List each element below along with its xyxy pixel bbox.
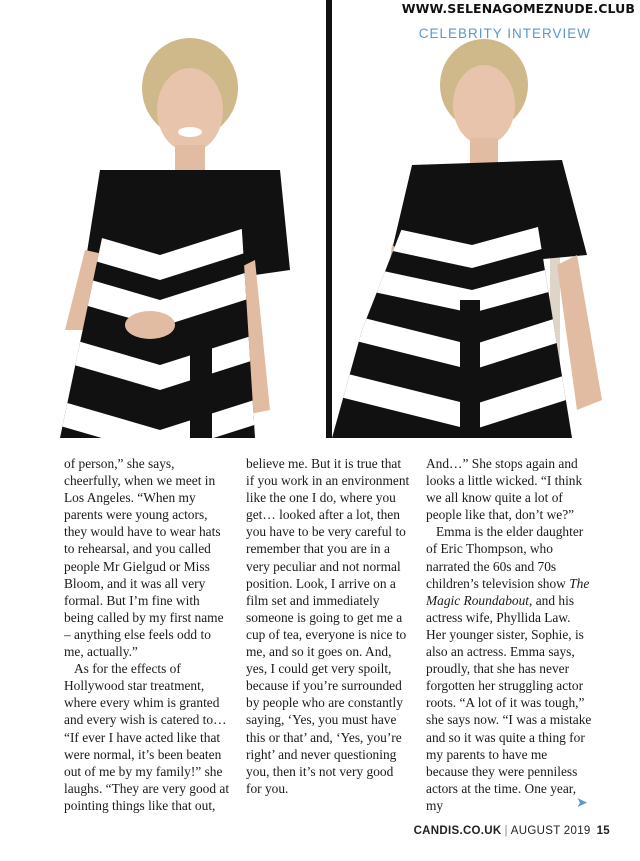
page-footer	[414, 825, 610, 837]
photo-right	[332, 0, 640, 438]
portrait-seated	[332, 0, 640, 438]
paragraph: And…” She stops again and looks a little wicked. “I think we all know quite a lot of people like that, don’t we?”	[426, 456, 583, 523]
paragraph: As for the effects of Hollywood star treatment, where every whim is granted and every wish is catered to… “If ever I have acted like that were normal, it’s been beaten out of me by my family!” she laughs. “They are very good at pointing things like that out,	[64, 661, 230, 813]
column-3	[426, 455, 592, 814]
article-body	[64, 455, 596, 815]
footer-site: CANDIS.CO.UK	[413, 825, 502, 837]
arrow-right-icon: ➤	[576, 795, 588, 811]
text-run: , and his actress wife, Phyllida Law. Her younger sister, Sophie, is also an actress. Emma says, proudly, that she has never forgotten her struggling actor roots. “A lot of it was tough,” she says now. “I was a mistake and so it was quite a thing for my parents to have me because they were penniless actors at the time. One year, my	[426, 592, 592, 813]
watermark: WWW.SELENAGOMEZNUDE.CLUB	[401, 1, 635, 16]
section-label: CELEBRITY INTERVIEW	[418, 26, 591, 41]
page-number: 15	[596, 825, 610, 837]
photo-left	[0, 0, 326, 438]
column-2	[246, 455, 412, 797]
paragraph: of person,” she says, cheerfully, when we meet in Los Angeles. “When my parents were young actors, they would have to wear hats to rehearsal, and you called people Mr Gielgud or Miss Bloom, and it was all very formal. But I’m fine with being called by my first name – anything else feels odd to me, actually.”	[64, 456, 224, 660]
paragraph	[426, 523, 592, 814]
paragraph: believe me. But it is true that if you work in an environment like the one I do, where you get… looked after a lot, then you have to be very careful to remember that you are in a very peculiar and not normal position. Look, I arrive on a film set and immediately someone is going to get me a cup of tea, everyone is nice to me, and so it goes on. And, yes, I could get very spoilt, because if you’re surrounded by people who are constantly saying, ‘Yes, you must have this or that’ and, ‘Yes, you’re right’ and never questioning you, then it’s not very good for you.	[246, 456, 410, 796]
footer-separator: |	[504, 825, 508, 837]
show-title: The Magic Roundabout	[426, 575, 590, 608]
text-run: Emma is the elder daughter of Eric Thompson, who narrated the 60s and 70s children’s television show	[426, 524, 584, 591]
column-1	[64, 455, 230, 814]
footer-issue: AUGUST 2019	[510, 825, 591, 837]
portrait-standing	[0, 0, 326, 438]
